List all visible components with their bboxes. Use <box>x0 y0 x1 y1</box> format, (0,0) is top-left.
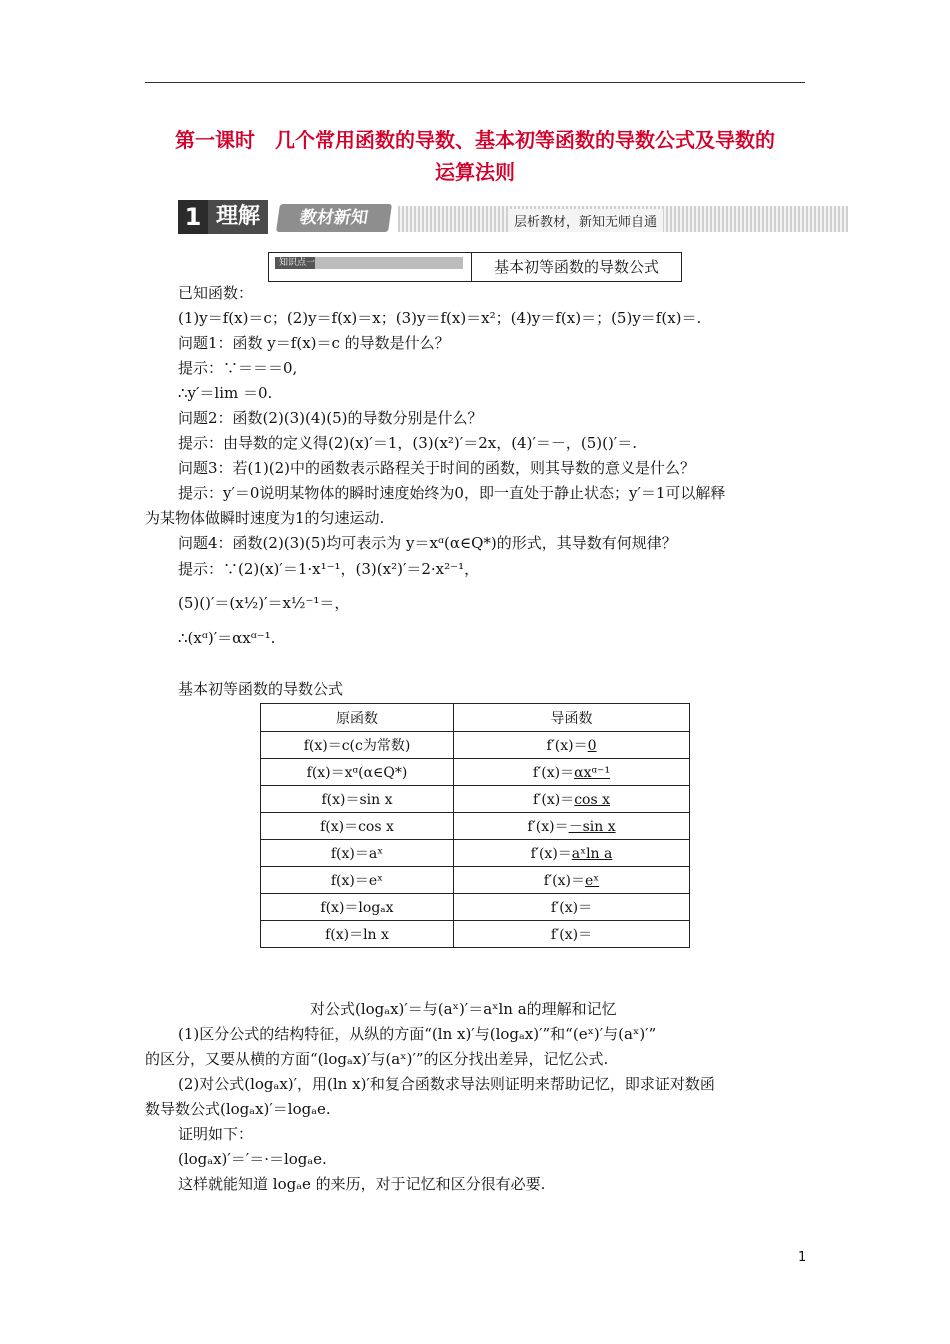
derivative-answer: αxᵅ⁻¹ <box>574 765 611 781</box>
text-line: (2)对公式(logₐx)′，用(ln x)′和复合函数求导法则证明来帮助记忆，即求证对数函 <box>178 1075 715 1093</box>
banner-main-label: 理解 <box>208 200 268 234</box>
page-number: 1 <box>798 1250 807 1265</box>
knowledge-point-box <box>268 252 682 282</box>
header-rule <box>145 82 805 83</box>
text-line: (1)y＝f(x)＝c；(2)y＝f(x)＝x；(3)y＝f(x)＝x²；(4)y＝f(x)＝；(5)y＝f(x)＝. <box>178 309 702 327</box>
text-line: 为某物体做瞬时速度为1的匀速运动. <box>145 509 385 527</box>
table-header-row <box>261 704 690 732</box>
original-function-cell: f(x)＝aˣ <box>261 840 454 867</box>
derivative-answer: －sin x <box>568 819 616 835</box>
table-row <box>261 813 690 840</box>
text-line: 的区分，又要从横的方面“(logₐx)′与(aˣ)′”的区分找出差异，记忆公式. <box>145 1050 609 1068</box>
table-row <box>261 732 690 759</box>
derivative-prefix: f′(x)＝ <box>532 765 575 781</box>
table-row <box>261 759 690 786</box>
text-line: 提示：∵(2)(x)′＝1·x¹⁻¹，(3)(x²)′＝2·x²⁻¹， <box>178 560 480 578</box>
derivative-prefix: f′(x)＝ <box>533 792 575 808</box>
page-title-line2: 运算法则 <box>435 160 515 184</box>
text-line: 问题3：若(1)(2)中的函数表示路程关于时间的函数，则其导数的意义是什么？ <box>178 459 696 477</box>
derivative-prefix: f′(x)＝ <box>550 900 593 916</box>
original-function-cell: f(x)＝xᵅ(α∈Q*) <box>261 759 454 786</box>
text-line: 提示：∵＝＝＝0, <box>178 359 298 377</box>
derivative-cell <box>454 759 690 786</box>
text-line: ∴(xᵅ)′＝αxᵅ⁻¹. <box>178 629 276 647</box>
original-function-cell: f(x)＝ln x <box>261 921 454 948</box>
table-row <box>261 786 690 813</box>
notes-heading: 对公式(logₐx)′＝与(aˣ)′＝aˣln a的理解和记忆 <box>310 1000 617 1018</box>
text-line: 证明如下： <box>178 1125 254 1143</box>
table-row <box>261 921 690 948</box>
text-line: 数导数公式(logₐx)′＝logₐe. <box>145 1100 331 1118</box>
page-title: 第一课时 几个常用函数的导数、基本初等函数的导数公式及导数的 <box>175 128 775 152</box>
text-line: 提示：由导数的定义得(2)(x)′＝1，(3)(x²)′＝2x，(4)′＝－，(5)()′＝. <box>178 434 637 452</box>
column-header: 导函数 <box>454 704 690 732</box>
derivative-cell <box>454 786 690 813</box>
original-function-cell: f(x)＝cos x <box>261 813 454 840</box>
derivative-answer: cos x <box>574 792 610 808</box>
derivative-prefix: f′(x)＝ <box>550 927 593 943</box>
original-function-cell: f(x)＝sin x <box>261 786 454 813</box>
text-line: (5)()′＝(x½)′＝x½⁻¹＝， <box>178 594 350 612</box>
derivative-answer: 0 <box>587 738 597 754</box>
text-line: ∴y′＝lim ＝0. <box>178 384 273 402</box>
derivative-prefix: f′(x)＝ <box>543 873 585 889</box>
original-function-cell: f(x)＝c(c为常数) <box>261 732 454 759</box>
column-header: 原函数 <box>261 704 454 732</box>
banner-number: 1 <box>178 200 208 234</box>
text-line: 问题1：函数 y＝f(x)＝c 的导数是什么？ <box>178 334 450 352</box>
text-line: 问题2：函数(2)(3)(4)(5)的导数分别是什么？ <box>178 409 483 427</box>
original-function-cell: f(x)＝logₐx <box>261 894 454 921</box>
derivative-answer: eˣ <box>584 873 600 889</box>
derivative-formula-table <box>260 703 690 948</box>
derivative-cell <box>454 813 690 840</box>
banner-tagline: 层析教材，新知无师自通 <box>508 209 663 232</box>
derivative-prefix: f′(x)＝ <box>530 846 572 862</box>
knowledge-point-label: 知识点一 <box>275 257 463 269</box>
table-row <box>261 894 690 921</box>
banner-sub-label: 教材新知 <box>276 204 392 232</box>
original-function-cell: f(x)＝eˣ <box>261 867 454 894</box>
derivative-prefix: f′(x)＝ <box>527 819 569 835</box>
section-banner <box>178 198 848 238</box>
table-row <box>261 867 690 894</box>
derivative-cell <box>454 732 690 759</box>
text-line: (1)区分公式的结构特征，从纵的方面“(ln x)′与(logₐx)′”和“(eˣ)′与(aˣ)′” <box>178 1025 657 1043</box>
derivative-cell <box>454 921 690 948</box>
derivative-prefix: f′(x)＝ <box>546 738 588 754</box>
derivative-cell <box>454 867 690 894</box>
text-line: 基本初等函数的导数公式 <box>178 680 344 698</box>
text-line: (logₐx)′＝′＝·＝logₐe. <box>178 1150 327 1168</box>
derivative-answer: aˣln a <box>571 846 613 862</box>
text-line: 这样就能知道 logₐe 的来历，对于记忆和区分很有必要. <box>178 1175 546 1193</box>
text-line: 已知函数： <box>178 284 254 302</box>
table-row <box>261 840 690 867</box>
derivative-cell <box>454 840 690 867</box>
text-line: 问题4：函数(2)(3)(5)均可表示为 y＝xᵅ(α∈Q*)的形式，其导数有何规律？ <box>178 534 677 552</box>
derivative-cell <box>454 894 690 921</box>
text-line: 提示：y′＝0说明某物体的瞬时速度始终为0，即一直处于静止状态；y′＝1可以解释 <box>178 484 726 502</box>
knowledge-point-title: 基本初等函数的导数公式 <box>493 258 659 276</box>
